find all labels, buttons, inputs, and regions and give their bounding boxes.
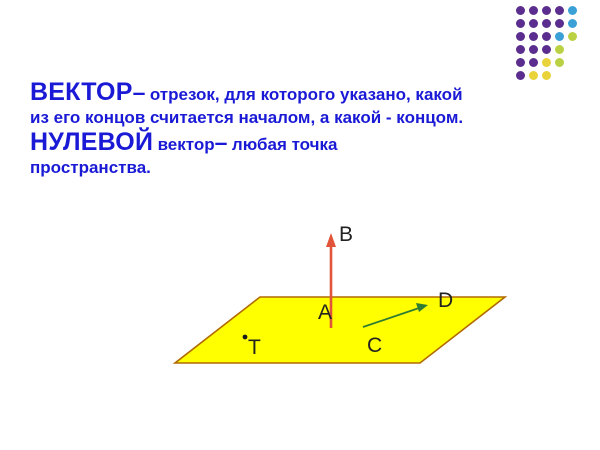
term-vector: ВЕКТОР: [30, 78, 133, 106]
grid-dot: [555, 32, 564, 41]
definition-1-part-2: из его концов считается началом, а какой - концом.: [30, 107, 464, 127]
definition-line-2: [30, 108, 575, 129]
point-label-D: D: [438, 289, 454, 312]
grid-dot: [529, 19, 538, 28]
grid-dot: [568, 19, 577, 28]
grid-dot: [529, 45, 538, 54]
grid-dot: [555, 58, 564, 67]
point-label-T: T: [248, 336, 261, 359]
point-label-A: A: [318, 301, 333, 324]
grid-dot: [529, 32, 538, 41]
definition-2-part-2: пространства.: [30, 157, 151, 177]
definition-line-4: [30, 158, 575, 179]
grid-dot: [555, 6, 564, 15]
grid-dot: [529, 58, 538, 67]
geometry-figure: [150, 215, 530, 395]
grid-dot: [529, 6, 538, 15]
grid-dot: [555, 19, 564, 28]
dash-2: –: [214, 129, 228, 156]
dash-1: –: [132, 79, 146, 105]
definition-2-part-1: любая точка: [231, 135, 338, 155]
grid-dot: [516, 6, 525, 15]
definition-line-1: [30, 78, 575, 108]
decorative-dot-grid: [516, 6, 588, 84]
term-zero: НУЛЕВОЙ: [30, 128, 154, 157]
grid-dot: [568, 32, 577, 41]
grid-dot: [516, 45, 525, 54]
point-label-B: B: [339, 223, 354, 246]
grid-dot: [542, 58, 551, 67]
point-label-C: C: [367, 334, 383, 357]
grid-dot: [516, 19, 525, 28]
definition-1-part-1: отрезок, для которого указано, какой: [149, 85, 463, 104]
definition-text-block: [30, 78, 575, 179]
definition-line-3: [30, 128, 575, 158]
grid-dot: [542, 32, 551, 41]
vector-A-to-B-arrowhead: [326, 233, 336, 247]
grid-dot: [542, 45, 551, 54]
grid-dot: [516, 58, 525, 67]
grid-dot: [542, 6, 551, 15]
grid-dot: [542, 19, 551, 28]
word-vector: вектор: [157, 135, 215, 155]
grid-dot: [555, 45, 564, 54]
parallelogram-plane: [175, 297, 505, 363]
point-T-dot: [243, 335, 248, 340]
grid-dot: [516, 32, 525, 41]
grid-dot: [568, 6, 577, 15]
